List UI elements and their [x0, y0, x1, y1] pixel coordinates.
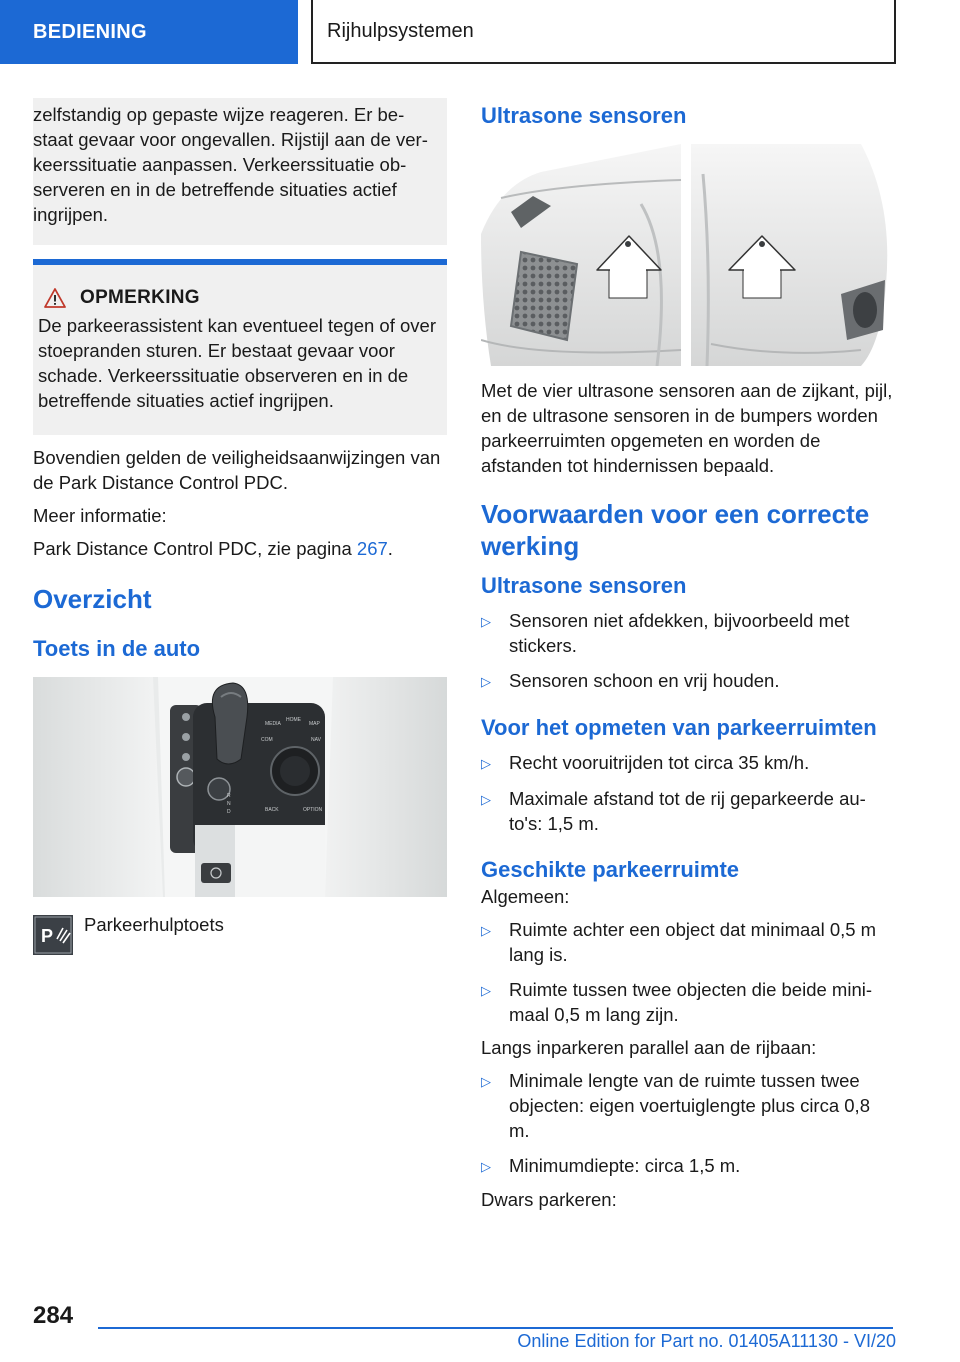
media-label: MEDIA — [265, 721, 281, 727]
pdc-reference-text: Park Distance Control PDC, zie pagina — [33, 538, 357, 559]
com-label: COM — [261, 737, 273, 743]
list-item — [481, 977, 893, 1027]
note-box — [33, 259, 447, 435]
langs-bullet-list — [481, 1068, 893, 1179]
triangle-right-icon: ▷ — [481, 674, 491, 689]
warning-continuation-text: zelfstandig op gepaste wijze reageren. Er be-staat gevaar voor ongevallen. Rijstijl aan de ver-keerssituatie aanpassen. Verkeerssituatie ob-serveren en in de betreffende situaties actief ingrijpen. — [33, 104, 428, 225]
section-tab — [0, 0, 298, 64]
left-column — [33, 98, 447, 955]
right-column — [481, 98, 893, 1212]
list-item — [481, 786, 893, 836]
list-item — [481, 1068, 893, 1143]
section-title: BEDIENING — [33, 20, 147, 43]
sensor-description: Met de vier ultrasone sensoren aan de zijkant, pijl, en de ultrasone sensoren in de bumpers worden parkeerruimten opgemeten en worden de afstanden tot hindernissen bepaald. — [481, 380, 893, 476]
parking-button-caption: Parkeerhulptoets — [84, 914, 224, 935]
heading-ultrasone-sensoren-2: Ultrasone sensoren — [481, 573, 687, 598]
list-item — [481, 1153, 893, 1179]
chapter-title: Rijhulpsystemen — [327, 19, 474, 42]
triangle-right-icon: ▷ — [481, 614, 491, 629]
list-item-text: Ruimte achter een object dat minimaal 0,5 m lang is. — [509, 919, 877, 965]
home-label: HOME — [286, 717, 301, 723]
warning-continuation-box — [33, 98, 447, 245]
heading-opmeten: Voor het opmeten van parkeerruimten — [481, 715, 877, 740]
list-item-text: Maximale afstand tot de rij geparkeerde au-to's: 1,5 m. — [509, 788, 866, 834]
svg-text:P: P — [41, 926, 54, 946]
triangle-right-icon: ▷ — [481, 792, 491, 807]
dwars-label: Dwars parkeren: — [481, 1189, 617, 1210]
note-title: OPMERKING — [80, 287, 200, 308]
map-label: MAP — [309, 721, 320, 727]
triangle-right-icon: ▷ — [481, 923, 491, 938]
sensor-bullet-list — [481, 608, 893, 694]
center-console-image — [33, 677, 447, 897]
heading-ultrasone-sensoren: Ultrasone sensoren — [481, 103, 687, 128]
list-item — [481, 668, 893, 694]
heading-geschikt: Geschikte parkeerruimte — [481, 857, 740, 882]
note-text: De parkeerassistent kan eventueel tegen of over stoepranden sturen. Er bestaat gevaar voor schade. Verkeerssituatie observeren en in de betreffende situaties actief ingrijpen. — [38, 315, 436, 411]
parking-button-legend — [33, 915, 447, 955]
list-item — [481, 750, 893, 776]
triangle-right-icon: ▷ — [481, 1074, 491, 1089]
list-item-text: Ruimte tussen twee objecten die beide mini-maal 0,5 m lang zijn. — [509, 979, 872, 1025]
algemeen-label: Algemeen: — [481, 886, 570, 907]
page-link-267[interactable]: 267 — [356, 538, 388, 559]
opmeten-bullet-list — [481, 750, 893, 836]
parking-assist-icon — [33, 915, 73, 955]
list-item-text: Minimumdiepte: circa 1,5 m. — [509, 1155, 741, 1176]
algemeen-bullet-list — [481, 917, 893, 1027]
svg-text:R: R — [227, 793, 231, 799]
chapter-header — [311, 0, 896, 64]
safety-paragraph: Bovendien gelden de veiligheidsaanwijzingen van de Park Distance Control PDC. — [33, 447, 441, 493]
list-item-text: Sensoren niet afdekken, bijvoorbeeld met stickers. — [509, 610, 850, 656]
list-item — [481, 917, 893, 967]
triangle-right-icon: ▷ — [481, 983, 491, 998]
list-item-text: Recht vooruitrijden tot circa 35 km/h. — [509, 752, 810, 773]
list-item-text: Minimale lengte van de ruimte tussen twee objecten: eigen voertuiglengte plus circa 0,8 m. — [509, 1070, 870, 1141]
heading-voorwaarden: Voorwaarden voor een correcte werking — [481, 499, 870, 561]
svg-text:N: N — [227, 801, 231, 807]
list-item — [481, 608, 893, 658]
pdc-reference — [33, 536, 447, 561]
pdc-reference-suffix: . — [387, 538, 393, 559]
footer-divider — [98, 1327, 893, 1329]
back-label: BACK — [265, 807, 279, 813]
langs-label: Langs inparkeren parallel aan de rijbaan: — [481, 1037, 817, 1058]
heading-toets: Toets in de auto — [33, 636, 201, 661]
page-number: 284 — [33, 1302, 74, 1329]
option-label: OPTION — [303, 807, 323, 813]
triangle-right-icon: ▷ — [481, 1159, 491, 1174]
svg-text:D: D — [227, 809, 231, 815]
center-console-illustration — [33, 677, 447, 897]
more-info-label: Meer informatie: — [33, 505, 167, 526]
warning-triangle-icon — [44, 288, 66, 308]
note-header — [38, 287, 437, 309]
nav-label: NAV — [311, 737, 321, 743]
footer-edition: Online Edition for Part no. 01405A11130 - VI/20 — [517, 1331, 896, 1351]
triangle-right-icon: ▷ — [481, 756, 491, 771]
car-sensor-illustration — [481, 144, 893, 366]
heading-overzicht: Overzicht — [33, 584, 152, 614]
ultrasonic-sensor-image — [481, 144, 893, 366]
list-item-text: Sensoren schoon en vrij houden. — [509, 670, 780, 691]
